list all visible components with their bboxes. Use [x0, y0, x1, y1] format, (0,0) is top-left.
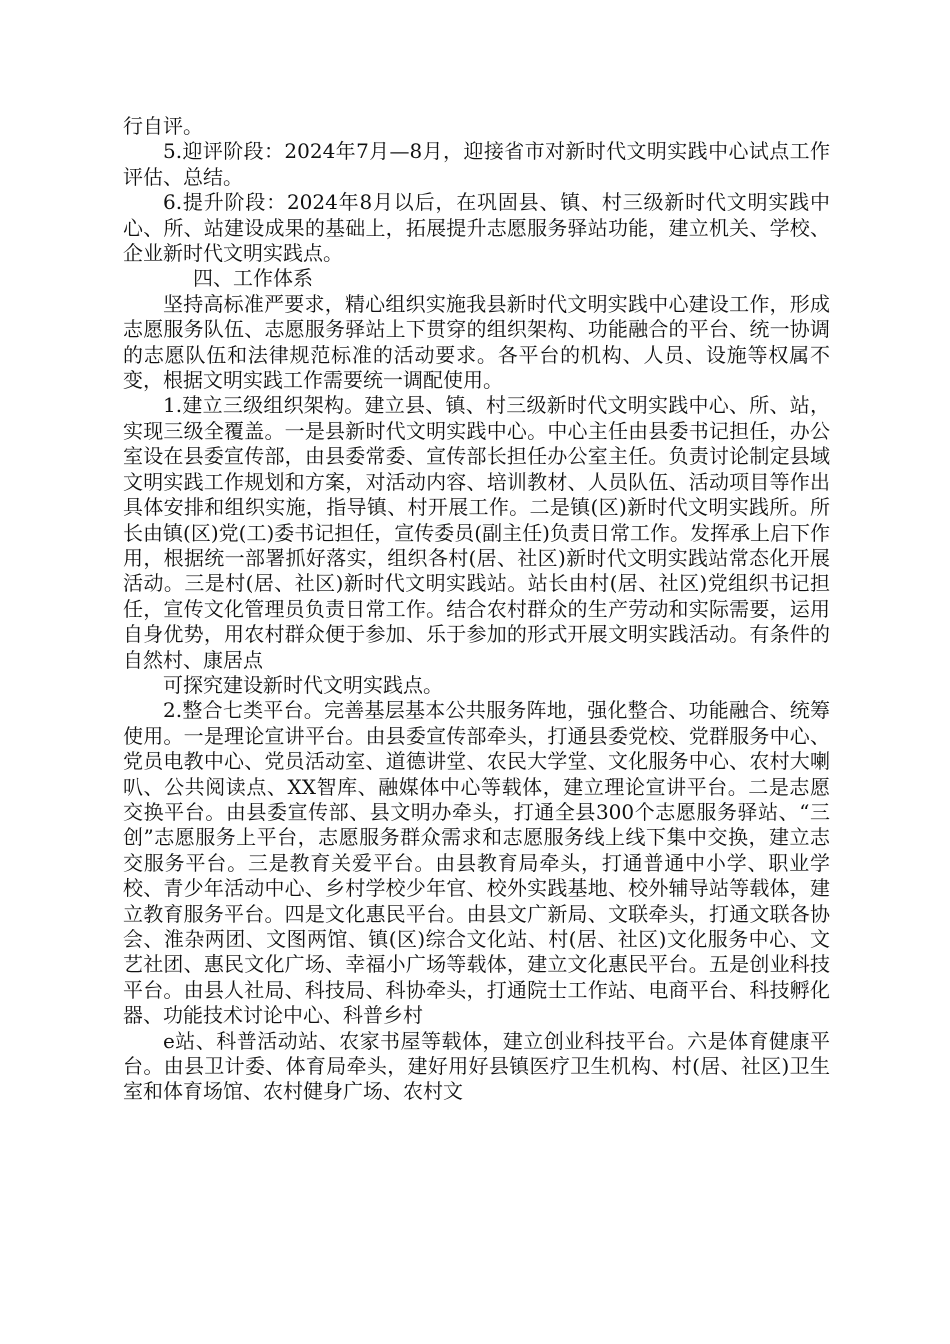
paragraph-practice-points: 可探究建设新时代文明实践点。: [163, 672, 443, 697]
section-heading-work-system: 四、工作体系: [193, 266, 313, 291]
paragraph-seven-platforms: 2.整合七类平台。完善基层基本公共服务阵地，强化整合、功能融合、统筹使用。一是理论宣讲平台。由县委宣传部牵头，打通县委党校、党群服务中心、党员电教中心、党员活动室、道德讲堂、农民大学堂、文化服务中心、农村大喇叭、公共阅读点、XX智库、融媒体中心等载体，建立理论宣讲平台。二是志愿交换平台。由县委宣传部、县文明办牵头，打通全县300个志愿服务驿站、“三创”志愿服务上平台，志愿服务群众需求和志愿服务线上线下集中交换，建立志交服务平台。三是教育关爱平台。由县教育局牵头，打通普通中小学、职业学校、青少年活动中心、乡村学校少年官、校外实践基地、校外辅导站等载体，建立教育服务平台。四是文化惠民平台。由县文广新局、文联牵头，打通文联各协会、淮杂两团、文图两馆、镇(区)综合文化站、村(居、社区)文化服务中心、文艺社团、惠民文化广场、幸福小广场等载体，建立文化惠民平台。五是创业科技平台。由县人社局、科技局、科协牵头，打通院士工作站、电商平台、科技孵化器、功能技术讨论中心、科普乡村: [123, 698, 830, 1028]
paragraph-stage-6: 6.提升阶段：2024年8月以后，在巩固县、镇、村三级新时代文明实践中心、所、站建设成果的基础上，拓展提升志愿服务驿站功能，建立机关、学校、企业新时代文明实践点。: [123, 190, 830, 266]
paragraph-three-level-structure: 1.建立三级组织架构。建立县、镇、村三级新时代文明实践中心、所、站，实现三级全覆盖。一是县新时代文明实践中心。中心主任由县委书记担任，办公室设在县委宣传部，由县委常委、宣传部长担任办公室主任。负责讨论制定县域文明实践工作规划和方案，对活动内容、培训教材、人员队伍、活动项目等作出具体安排和组织实施，指导镇、村开展工作。二是镇(区)新时代文明实践所。所长由镇(区)党(工)委书记担任，宣传委员(副主任)负责日常工作。发挥承上启下作用，根据统一部署抓好落实，组织各村(居、社区)新时代文明实践站常态化开展活动。三是村(居、社区)新时代文明实践站。站长由村(居、社区)党组织书记担任，宣传文化管理员负责日常工作。结合农村群众的生产劳动和实际需要，运用自身优势，用农村群众便于参加、乐于参加的形式开展文明实践活动。有条件的自然村、康居点: [123, 393, 830, 672]
paragraph-continuation: 行自评。: [123, 114, 203, 138]
paragraph-stage-5: 5.迎评阶段：2024年7月—8月，迎接省市对新时代文明实践中心试点工作评估、总结。: [123, 139, 830, 189]
paragraph-platforms-continued: e站、科普活动站、农家书屋等载体，建立创业科技平台。六是体育健康平台。由县卫计委、体育局牵头，建好用好县镇医疗卫生机构、村(居、社区)卫生室和体育场馆、农村健身广场、农村文: [123, 1028, 830, 1104]
paragraph-work-system-intro: 坚持高标准严要求，精心组织实施我县新时代文明实践中心建设工作，形成志愿服务队伍、志愿服务驿站上下贯穿的组织架构、功能融合的平台、统一协调的志愿队伍和法律规范标准的活动要求。各平台的机构、人员、设施等权属不变，根据文明实践工作需要统一调配使用。: [123, 291, 830, 393]
document-body: [123, 114, 830, 1105]
